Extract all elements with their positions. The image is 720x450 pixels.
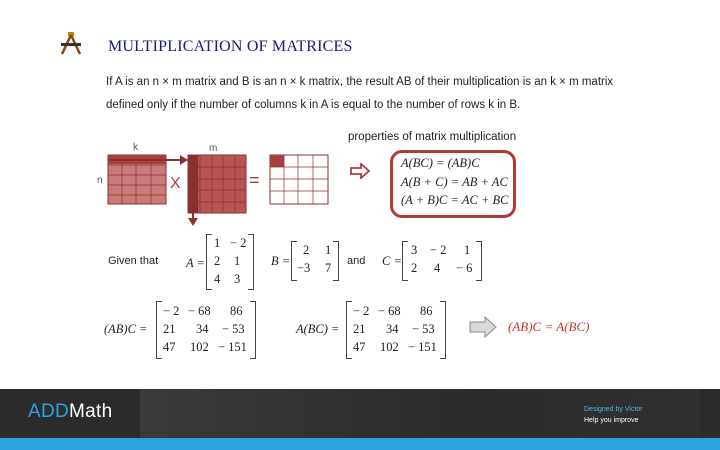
label-k: k [133, 142, 138, 153]
matrix-cell: 102 [190, 340, 209, 354]
matrix-cell: − 2 [430, 243, 447, 257]
right-arrow-icon [349, 163, 371, 179]
property-right-distributive: (A + B)C = AC + BC [401, 193, 509, 207]
matrix-cell: 2 [303, 243, 310, 257]
matrix-cell: − 151 [408, 340, 437, 354]
ABC-label: (AB)C = [104, 322, 148, 336]
credit-tagline: Help you improve [584, 417, 639, 424]
matrix-cell: 3 [234, 272, 241, 286]
matrix-cell: − 151 [218, 340, 247, 354]
matrix-cell: 47 [163, 340, 176, 354]
matrix-cell: 86 [230, 304, 243, 318]
matrix-cell: −3 [297, 261, 311, 275]
and-label: and [347, 255, 366, 267]
matrix-C [402, 241, 482, 281]
definition-line-2: defined only if the number of columns k in A is equal to the number of rows k in B. [106, 99, 521, 111]
credit-designer: Designed by Victor [584, 406, 643, 413]
matrix-cell: 21 [353, 322, 366, 336]
brand-part-add: ADD [28, 401, 70, 422]
matrix-A [206, 234, 254, 290]
page-title: MULTIPLICATION OF MATRICES [108, 38, 353, 55]
brand-part-math: Math [69, 401, 113, 422]
matrix-cell: 34 [386, 322, 399, 336]
matrix-cell: 1 [464, 243, 471, 257]
property-associative: A(BC) = (AB)C [401, 156, 480, 170]
given-label: Given that [108, 255, 159, 267]
properties-title: properties of matrix multiplication [348, 131, 517, 143]
matrix-B [291, 241, 339, 281]
matrix-cell: 2 [411, 261, 418, 275]
matrix-cell: 1 [325, 243, 332, 257]
property-left-distributive: A(B + C) = AB + AC [401, 175, 508, 189]
matrix-cell: 47 [353, 340, 366, 354]
matrix-cell: 4 [214, 272, 221, 286]
matrix-cell: 1 [214, 236, 221, 250]
matrix-cell: 2 [214, 254, 221, 268]
matrix-B-label: B = [271, 254, 291, 268]
matrix-cell: 102 [380, 340, 399, 354]
matrix-cell: − 68 [188, 304, 211, 318]
matrix-cell: − 2 [163, 304, 180, 318]
footer-accent-strip [0, 438, 720, 450]
properties-box [390, 150, 516, 218]
label-n: n [97, 175, 103, 186]
drafting-compass-icon [58, 30, 84, 56]
footer-credits [584, 404, 643, 426]
matrix-cell: − 53 [412, 322, 435, 336]
matrix-cell: − 2 [230, 236, 247, 250]
definition-line-1: If A is an n × m matrix and B is an n × k matrix, the result AB of their multiplication is an k × m matrix [106, 76, 614, 88]
conclusion-equation: (AB)C = A(BC) [508, 319, 590, 334]
matrix-cell: 34 [196, 322, 209, 336]
svg-text:X: X [170, 175, 181, 192]
matrix-cell: 7 [325, 261, 332, 275]
svg-text:=: = [249, 170, 260, 190]
matrix-C-label: C = [382, 254, 402, 268]
label-m: m [209, 143, 218, 154]
matrix-cell: 3 [411, 243, 418, 257]
matrix-A-label: A = [186, 256, 205, 270]
matrix-cell: − 6 [456, 261, 473, 275]
matrix-cell: 86 [420, 304, 433, 318]
block-arrow-icon [468, 316, 498, 338]
matrix-A-BC [346, 301, 446, 359]
brand-logo [28, 401, 112, 423]
matrix-cell: − 2 [353, 304, 370, 318]
A-BC-label: A(BC) = [296, 322, 340, 336]
matrix-cell: − 68 [378, 304, 401, 318]
matrix-cell: 4 [434, 261, 441, 275]
matrix-cell: − 53 [222, 322, 245, 336]
matrix-ABC [156, 301, 256, 359]
matrix-cell: 1 [234, 254, 241, 268]
matrix-cell: 21 [163, 322, 176, 336]
